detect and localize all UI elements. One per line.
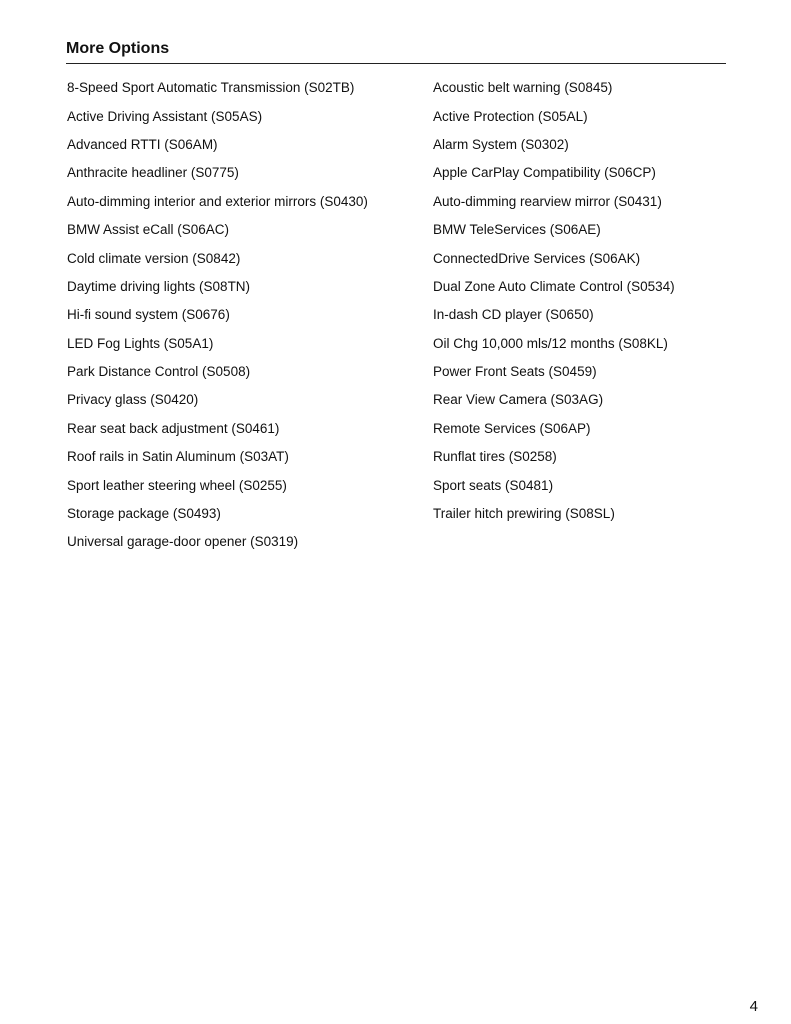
option-item-left: Auto-dimming interior and exterior mirrors (S0430) <box>67 193 368 209</box>
option-row <box>67 358 727 386</box>
option-item-left: Storage package (S0493) <box>67 506 221 522</box>
option-item-left: Universal garage-door opener (S0319) <box>67 534 299 550</box>
option-row <box>67 74 727 102</box>
option-item-right: Dual Zone Auto Climate Control (S0534) <box>433 278 675 294</box>
option-item-left: Daytime driving lights (S08TN) <box>67 278 251 294</box>
option-row <box>67 131 727 159</box>
option-row <box>67 528 727 556</box>
option-row <box>67 301 727 329</box>
option-item-left: Privacy glass (S0420) <box>67 392 199 408</box>
option-item-left: Park Distance Control (S0508) <box>67 364 251 380</box>
option-row <box>67 330 727 358</box>
option-item-right: Auto-dimming rearview mirror (S0431) <box>433 193 662 209</box>
option-item-left: Anthracite headliner (S0775) <box>67 165 239 181</box>
option-item-right: Active Protection (S05AL) <box>433 108 588 124</box>
option-item-right: Remote Services (S06AP) <box>433 420 591 436</box>
section-divider <box>66 63 726 64</box>
option-row <box>67 386 727 414</box>
option-item-right: Sport seats (S0481) <box>433 477 554 493</box>
option-row <box>67 244 727 272</box>
option-item-right: Trailer hitch prewiring (S08SL) <box>433 506 615 522</box>
option-row <box>67 443 727 471</box>
option-item-left: Roof rails in Satin Aluminum (S03AT) <box>67 449 289 465</box>
option-item-right: Power Front Seats (S0459) <box>433 364 597 380</box>
option-item-left: 8-Speed Sport Automatic Transmission (S02TB) <box>67 80 355 96</box>
option-item-right: Alarm System (S0302) <box>433 136 569 152</box>
option-row <box>67 216 727 244</box>
option-row <box>67 159 727 187</box>
option-row <box>67 102 727 130</box>
option-item-right: Oil Chg 10,000 mls/12 months (S08KL) <box>433 335 668 351</box>
option-item-left: Sport leather steering wheel (S0255) <box>67 477 287 493</box>
option-item-left: LED Fog Lights (S05A1) <box>67 335 214 351</box>
option-row <box>67 500 727 528</box>
option-item-left: Advanced RTTI (S06AM) <box>67 136 218 152</box>
option-item-right: Apple CarPlay Compatibility (S06CP) <box>433 165 656 181</box>
options-list <box>67 74 727 557</box>
option-item-left: BMW Assist eCall (S06AC) <box>67 222 230 238</box>
option-item-right: ConnectedDrive Services (S06AK) <box>433 250 641 266</box>
option-row <box>67 273 727 301</box>
option-item-right: BMW TeleServices (S06AE) <box>433 222 601 238</box>
option-row <box>67 415 727 443</box>
option-item-right: Rear View Camera (S03AG) <box>433 392 604 408</box>
option-item-right: Runflat tires (S0258) <box>433 449 557 465</box>
option-item-left: Cold climate version (S0842) <box>67 250 241 266</box>
section-title: More Options <box>66 40 170 57</box>
option-row <box>67 471 727 499</box>
page-number: 4 <box>749 998 758 1015</box>
option-item-left: Rear seat back adjustment (S0461) <box>67 420 280 436</box>
option-item-left: Active Driving Assistant (S05AS) <box>67 108 263 124</box>
option-row <box>67 188 727 216</box>
option-item-left: Hi-fi sound system (S0676) <box>67 307 230 323</box>
option-item-right: Acoustic belt warning (S0845) <box>433 80 613 96</box>
option-item-right: In-dash CD player (S0650) <box>433 307 594 323</box>
